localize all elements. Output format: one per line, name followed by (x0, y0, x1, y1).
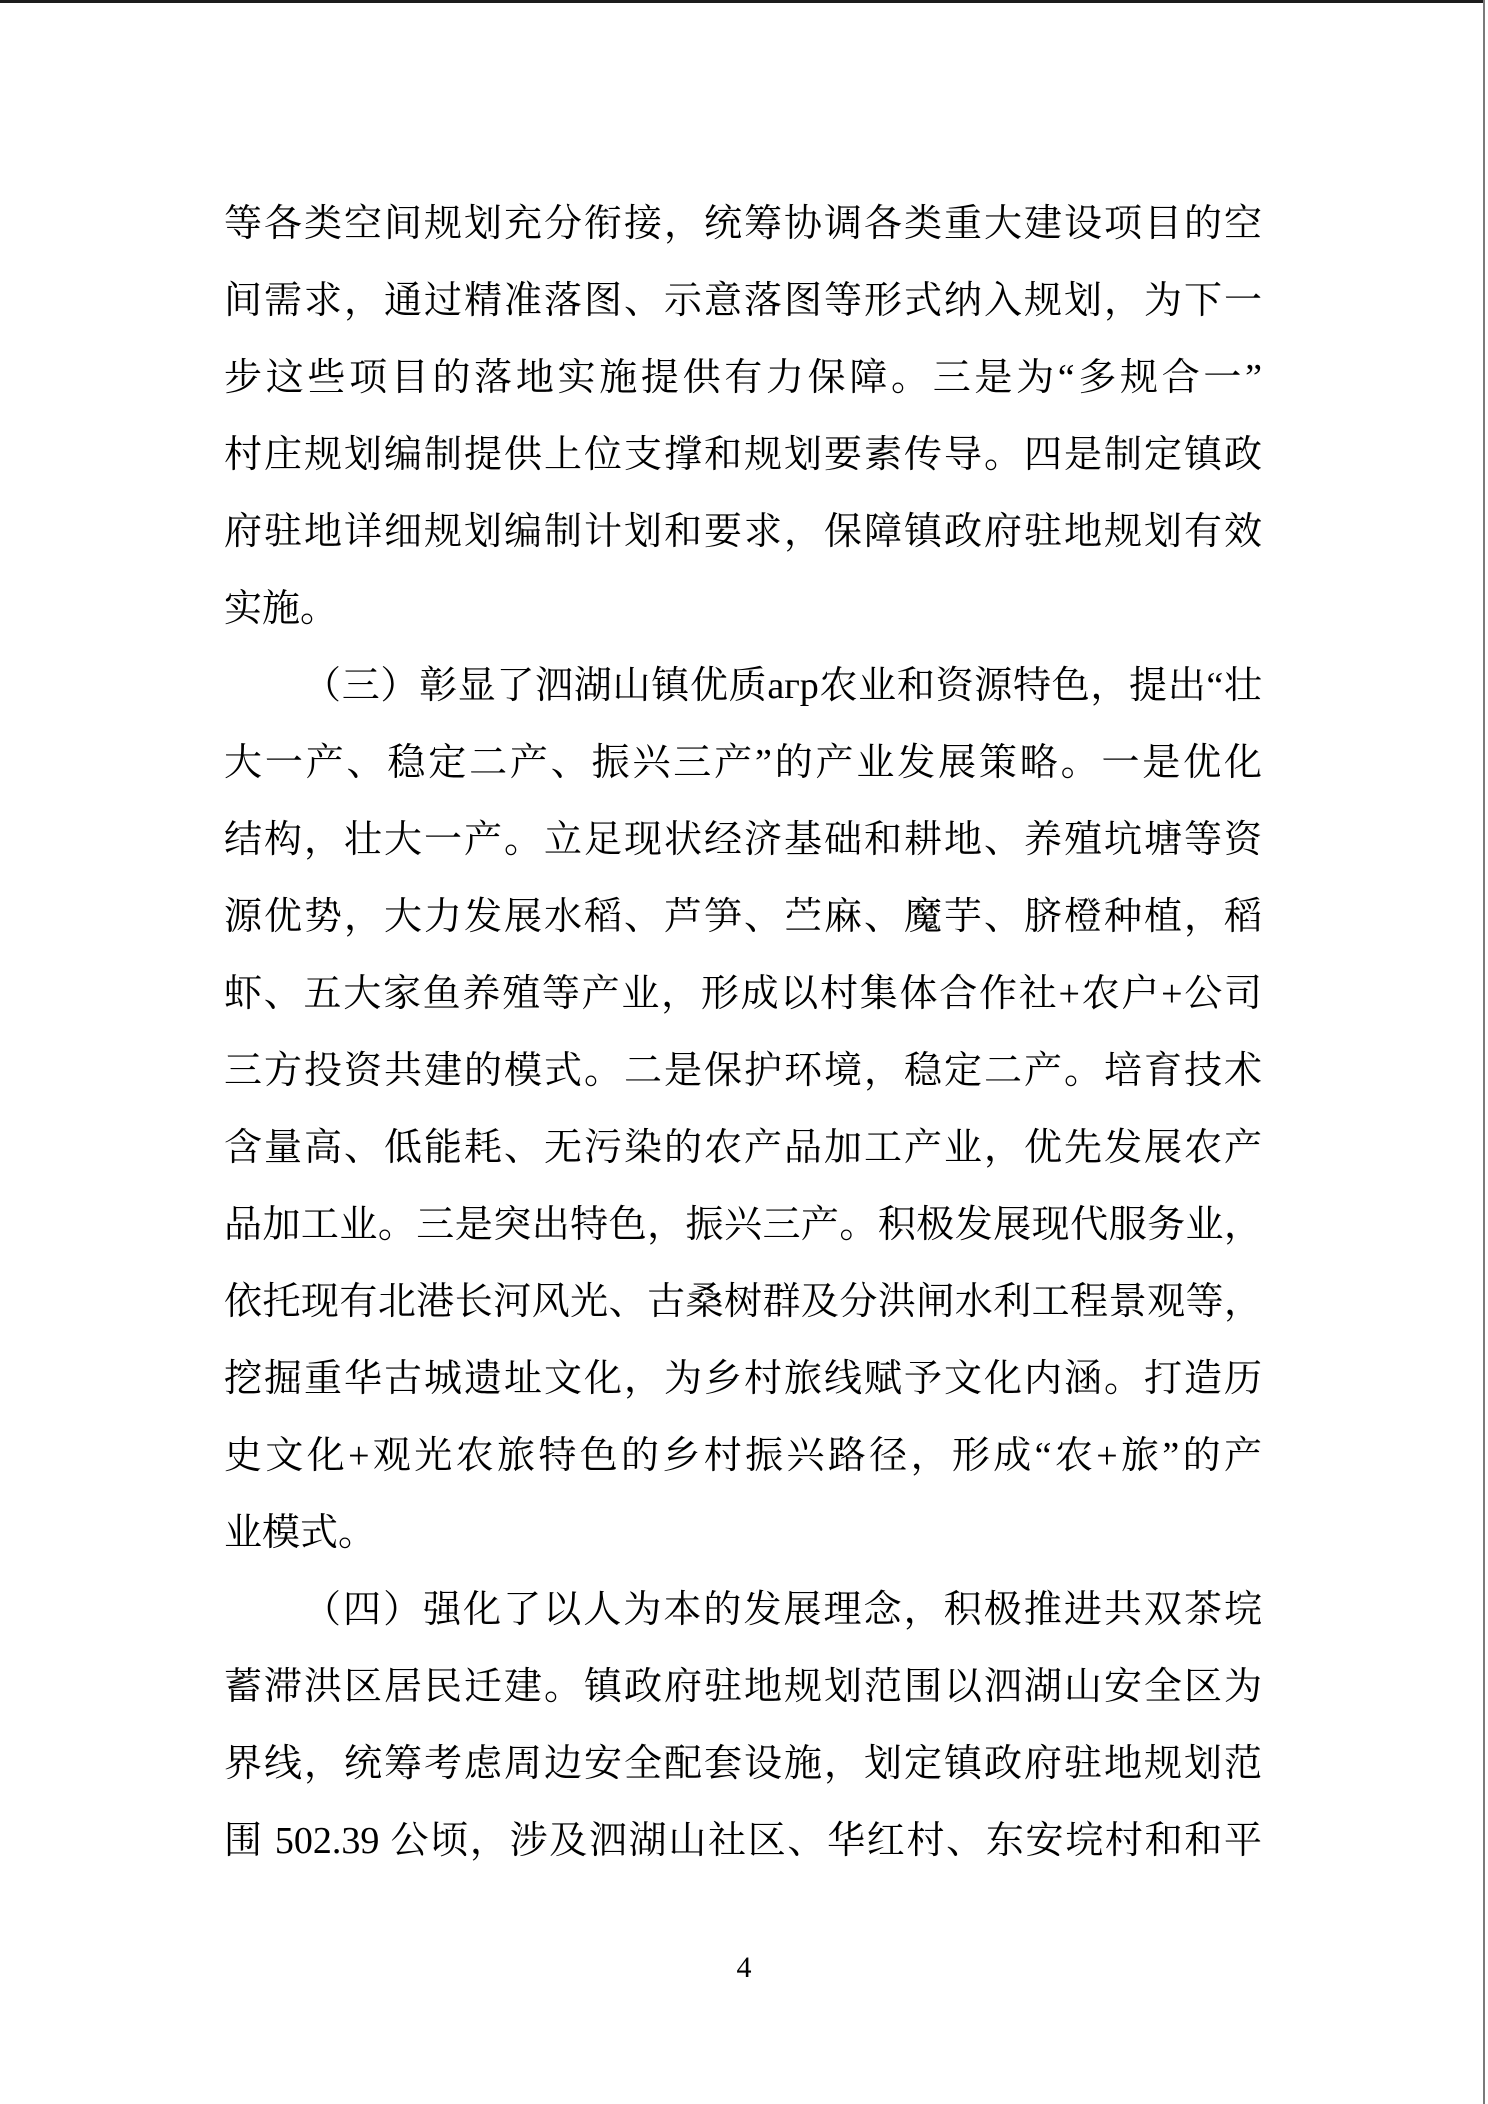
text-line: 源优势，大力发展水稻、芦笋、苎麻、魔芋、脐橙种植，稻 (224, 896, 1262, 938)
text-line: 大一产、稳定二产、振兴三产”的产业发展策略。一是优化 (224, 742, 1262, 784)
text-line: 村庄规划编制提供上位支撑和规划要素传导。四是制定镇政 (224, 434, 1262, 476)
text-line: 品加工业。三是突出特色，振兴三产。积极发展现代服务业， (224, 1204, 1262, 1246)
text-line: 挖掘重华古城遗址文化，为乡村旅线赋予文化内涵。打造历 (224, 1358, 1262, 1400)
text-line: 虾、五大家鱼养殖等产业，形成以村集体合作社+农户+公司 (224, 973, 1262, 1015)
text-line: 结构，壮大一产。立足现状经济基础和耕地、养殖坑塘等资 (224, 819, 1262, 861)
text-line: （四）强化了以人为本的发展理念，积极推进共双茶垸 (303, 1589, 1262, 1631)
text-line: 三方投资共建的模式。二是保护环境，稳定二产。培育技术 (224, 1050, 1262, 1092)
page-number: 4 (736, 1951, 752, 1984)
text-line: 蓄滞洪区居民迁建。镇政府驻地规划范围以泗湖山安全区为 (224, 1666, 1262, 1708)
text-line: 史文化+观光农旅特色的乡村振兴路径，形成“农+旅”的产 (224, 1435, 1262, 1477)
text-line: （三）彰显了泗湖山镇优质агр农业和资源特色，提出“壮 (303, 665, 1262, 707)
text-line: 业模式。 (224, 1512, 377, 1554)
page-right-border (1483, 0, 1485, 2104)
text-line: 围 502.39 公顷，涉及泗湖山社区、华红村、东安垸村和和平 (224, 1820, 1262, 1862)
text-line: 含量高、低能耗、无污染的农产品加工产业，优先发展农产 (224, 1127, 1262, 1169)
text-line: 府驻地详细规划编制计划和要求，保障镇政府驻地规划有效 (224, 511, 1262, 553)
text-line: 步这些项目的落地实施提供有力保障。三是为“多规合一” (224, 357, 1262, 399)
text-line: 间需求，通过精准落图、示意落图等形式纳入规划，为下一 (224, 280, 1262, 322)
text-line: 依托现有北港长河风光、古桑树群及分洪闸水利工程景观等， (224, 1281, 1262, 1323)
text-line: 界线，统筹考虑周边安全配套设施，划定镇政府驻地规划范 (224, 1743, 1262, 1785)
document-body (224, 186, 1262, 1880)
text-line: 实施。 (224, 588, 339, 630)
text-line: 等各类空间规划充分衔接，统筹协调各类重大建设项目的空 (224, 203, 1262, 245)
page-top-border (0, 0, 1485, 3)
